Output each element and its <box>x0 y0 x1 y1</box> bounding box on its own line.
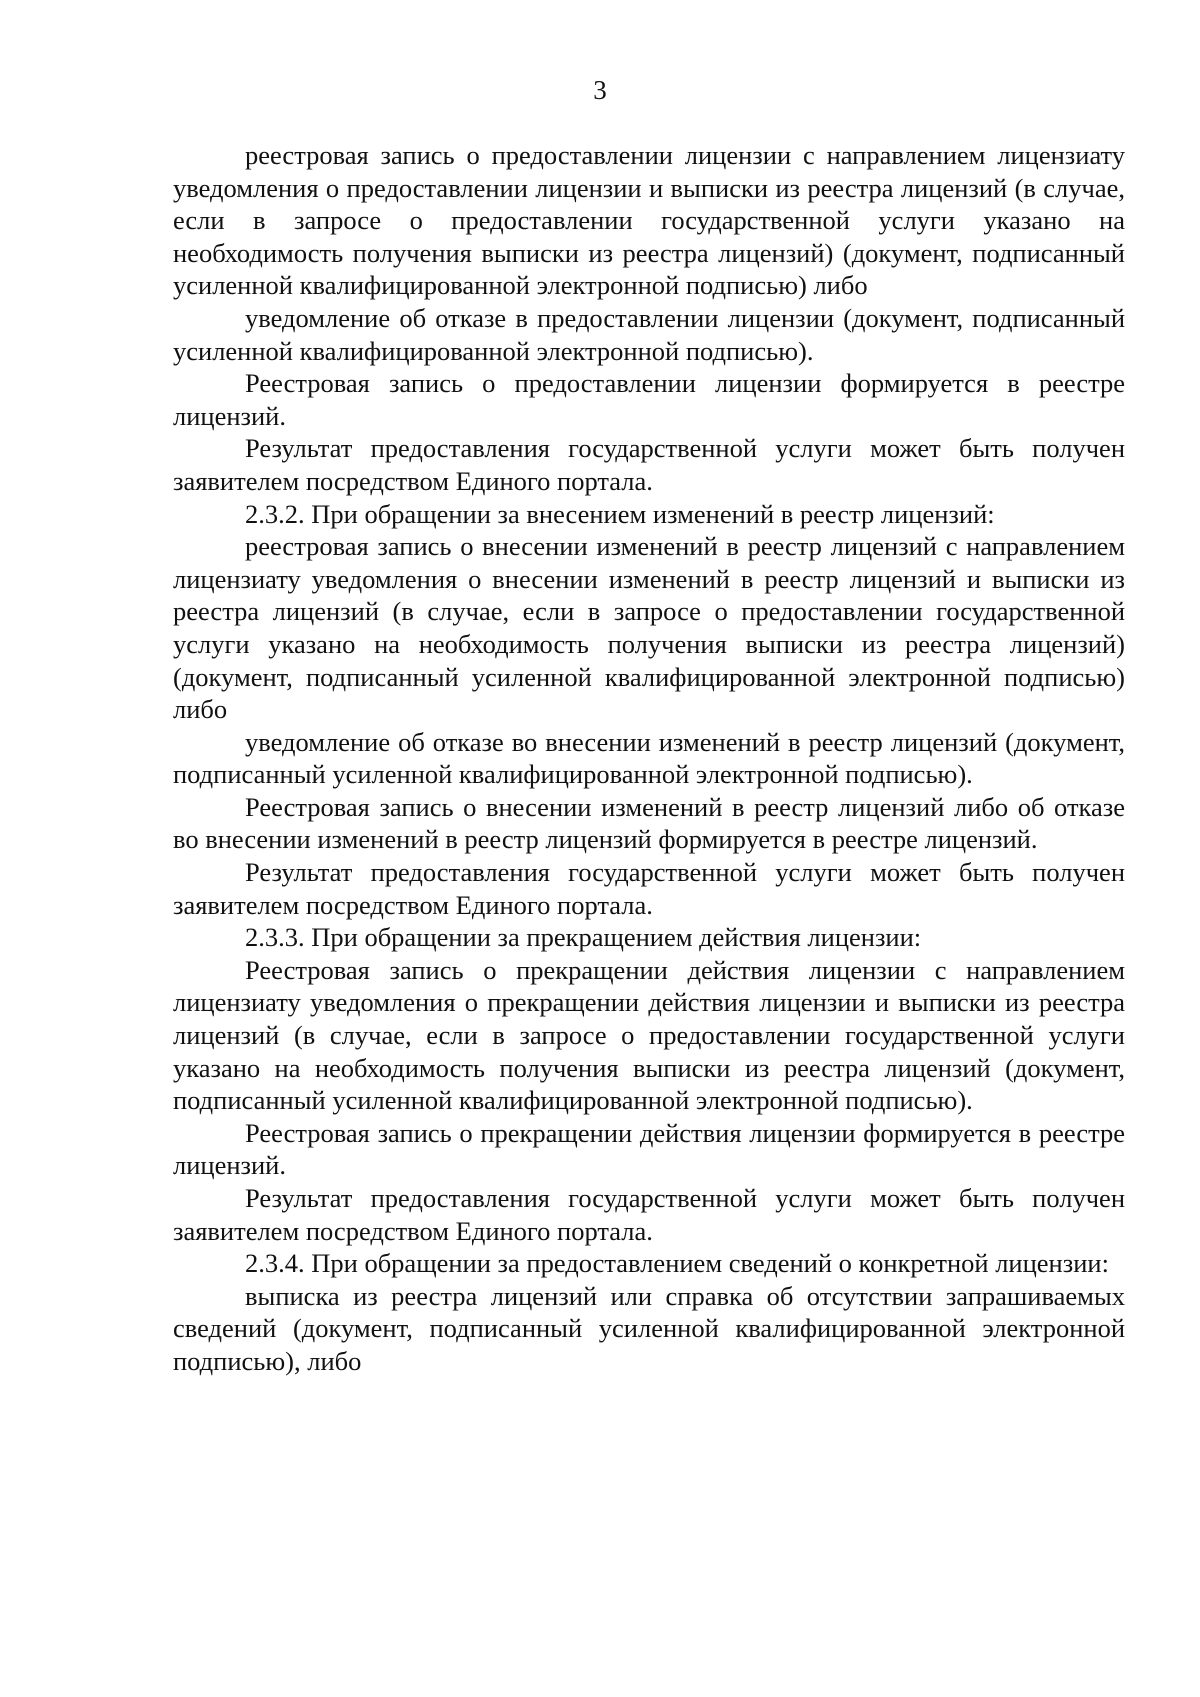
section-heading-2-3-2: 2.3.2. При обращении за внесением изменений в реестр лицензий: <box>245 498 995 529</box>
paragraph-3: Реестровая запись о предоставлении лицензии формируется в реестре лицензий. <box>173 368 1125 431</box>
paragraph-6: реестровая запись о внесении изменений в реестр лицензий с направлением лицензиату уведомления о внесении изменений в реестр лицензий и выписки из реестра лицензий (в случае, если в запросе о предоставлении государственной услуги указано на необходимость получения выписки из реестра лицензий) (документ, подписанный усиленной квалифицированной электронной подписью) либо <box>173 531 1125 725</box>
section-heading-2-3-4: 2.3.4. При обращении за предоставлением сведений о конкретной лицензии: <box>245 1248 1109 1279</box>
paragraph-2: уведомление об отказе в предоставлении лицензии (документ, подписанный усиленной квалифицированной электронной подписью). <box>173 302 1125 366</box>
paragraph-1: реестровая запись о предоставлении лицензии с направлением лицензиату уведомления о предоставлении лицензии и выписки из реестра лицензий (в случае, если в запросе о предоставлении государственной услуги указано на необходимость получения выписки из реестра лицензий) (документ, подписанный усиленной квалифицированной электронной подписью) либо <box>173 140 1125 301</box>
paragraph-8: Реестровая запись о внесении изменений в реестр лицензий либо об отказе во внесении изменений в реестр лицензий формируется в реестре лицензий. <box>173 791 1125 855</box>
document-body <box>173 139 1125 1378</box>
paragraph-12: Реестровая запись о прекращении действия лицензии формируется в реестре лицензий. <box>173 1117 1125 1181</box>
section-heading-2-3-3: 2.3.3. При обращении за прекращением действия лицензии: <box>245 922 922 953</box>
paragraph-11: Реестровая запись о прекращении действия лицензии с направлением лицензиату уведомления о прекращении действия лицензии и выписки из реестра лицензий (в случае, если в запросе о предоставлении государственной услуги указано на необходимость получения выписки из реестра лицензий (документ, подписанный усиленной квалифицированной электронной подписью). <box>173 954 1125 1116</box>
paragraph-15: выписка из реестра лицензий или справка об отсутствии запрашиваемых сведений (документ, подписанный усиленной квалифицированной электронной подписью), либо <box>173 1280 1125 1376</box>
paragraph-4: Результат предоставления государственной услуги может быть получен заявителем посредством Единого портала. <box>173 433 1125 496</box>
paragraph-9: Результат предоставления государственной услуги может быть получен заявителем посредством Единого портала. <box>173 857 1125 920</box>
paragraph-7: уведомление об отказе во внесении изменений в реестр лицензий (документ, подписанный усиленной квалифицированной электронной подписью). <box>173 726 1125 790</box>
page-number: 3 <box>593 75 607 105</box>
paragraph-13: Результат предоставления государственной услуги может быть получен заявителем посредством Единого портала. <box>173 1183 1125 1246</box>
